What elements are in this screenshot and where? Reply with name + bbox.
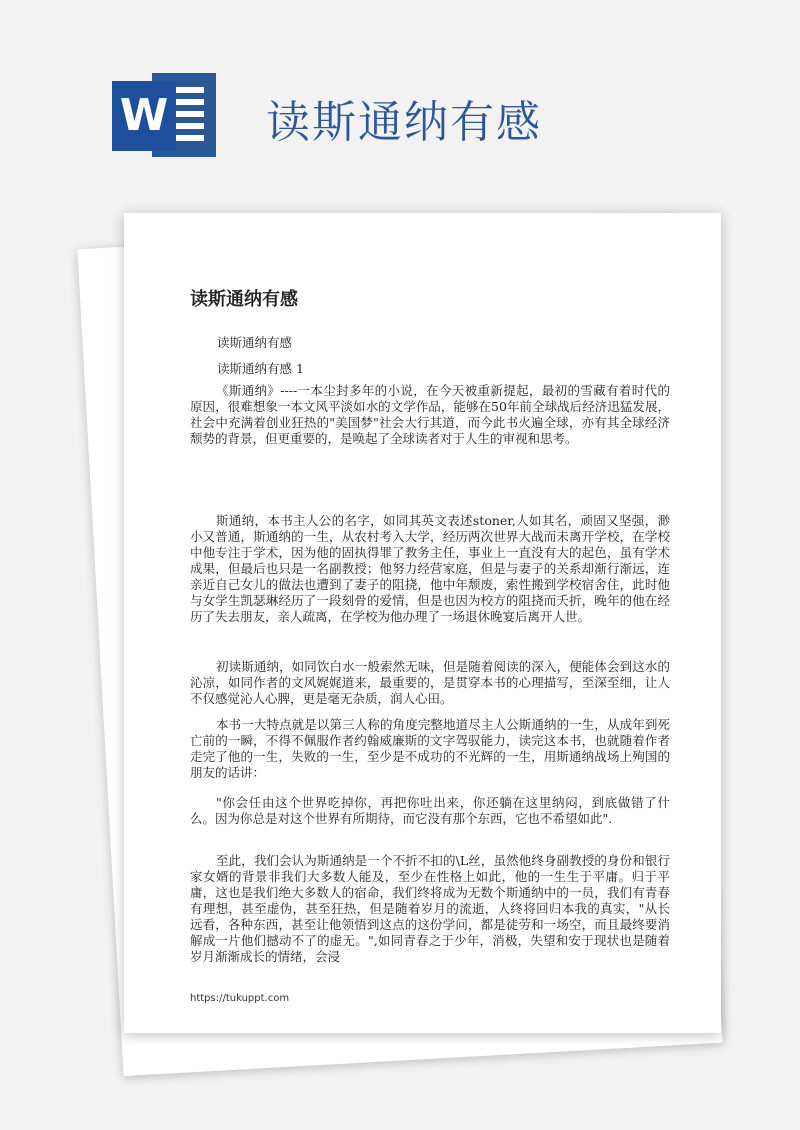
banner-title: 读斯通纳有感: [266, 97, 542, 148]
paragraph-4: 本书一大特点就是以第三人称的角度完整地道尽主人公斯通纳的一生，从成年到死亡前的一瞬，不得不佩服作者约翰威廉斯的文字驾驭能力，读完这本书，也就随着作者走完了他的一生，失败的一生，至少是不成功的不光辉的一生，用斯通纳战场上殉国的朋友的话讲：: [190, 717, 670, 780]
section-heading: 读斯通纳有感 1: [217, 361, 304, 376]
paragraph-2: 斯通纳，本书主人公的名字，如同其英文表述stoner,人如其名，顽固又坚强，渺小又普通，斯通纳的一生，从农村考入大学，经历两次世界大战而未离开学校，在学校中他专注于学术，因为他的固执得罪了教务主任，事业上一直没有大的起色，虽有学术成果，但最后也只是一名副教授；他努力经营家庭，但是与妻子的关系却渐行渐远，连亲近自己女儿的做法也遭到了妻子的阻挠，他中年颓废，索性搬到学校宿舍住，此时他与女学生凯瑟琳经历了一段刻骨的爱情，但是也因为校方的阻挠而夭折，晚年的他在经历了失去朋友，亲人疏离，在学校为他办理了一场退休晚宴后离开人世。: [190, 513, 670, 624]
document-title: 读斯通纳有感: [190, 289, 298, 310]
paragraph-5: "你会任由这个世界吃掉你，再把你吐出来，你还躺在这里纳闷，到底做错了什么。因为你总是对这个世界有所期待，而它没有那个东西，它也不希望如此".: [190, 795, 670, 826]
paragraph-3: 初读斯通纳，如同饮白水一般索然无味，但是随着阅读的深入，便能体会到这水的沁凉，如同作者的文风娓娓道来，最重要的，是贯穿本书的心理描写，至深至细，让人不仅感觉沁人心脾，更是毫无杂质，润人心田。: [190, 659, 670, 706]
footer-url: https://tukuppt.com: [190, 993, 290, 1004]
document-page: [124, 213, 721, 1033]
word-icon-letter: W: [112, 81, 176, 151]
paragraph-1: 《斯通纳》----一本尘封多年的小说，在今天被重新提起，最初的雪藏有着时代的原因，很难想象一本文风平淡如水的文学作品，能够在50年前全球战后经济迅猛发展，社会中充满着创业狂热的"美国梦"社会大行其道，而今此书火遍全球，亦有其全球经济颓势的背景，但更重要的，是唤起了全球读者对于人生的审视和思考。: [190, 383, 670, 446]
word-document-icon: [112, 73, 216, 157]
banner: [0, 0, 800, 200]
paragraph-6: 至此，我们会认为斯通纳是一个不折不扣的\L丝，虽然他终身副教授的身份和银行家女婿的背景非我们大多数人能及，至少在性格上如此，他的一生生于平庸。归于平庸，这也是我们绝大多数人的宿命，我们终将成为无数个斯通纳中的一员，我们有青春有理想，甚至虚伪，甚至狂热，但是随着岁月的流逝，人终将回归本我的真实，"从长远看，各种东西，甚至让他领悟到这点的这份学问，都是徒劳和一场空，而且最终要消解成一片他们撼动不了的虚无。",如同青春之于少年，消极，失望和安于现状也是随着岁月渐渐成长的情绪，会浸: [190, 853, 670, 964]
document-subtitle: 读斯通纳有感: [217, 335, 293, 350]
